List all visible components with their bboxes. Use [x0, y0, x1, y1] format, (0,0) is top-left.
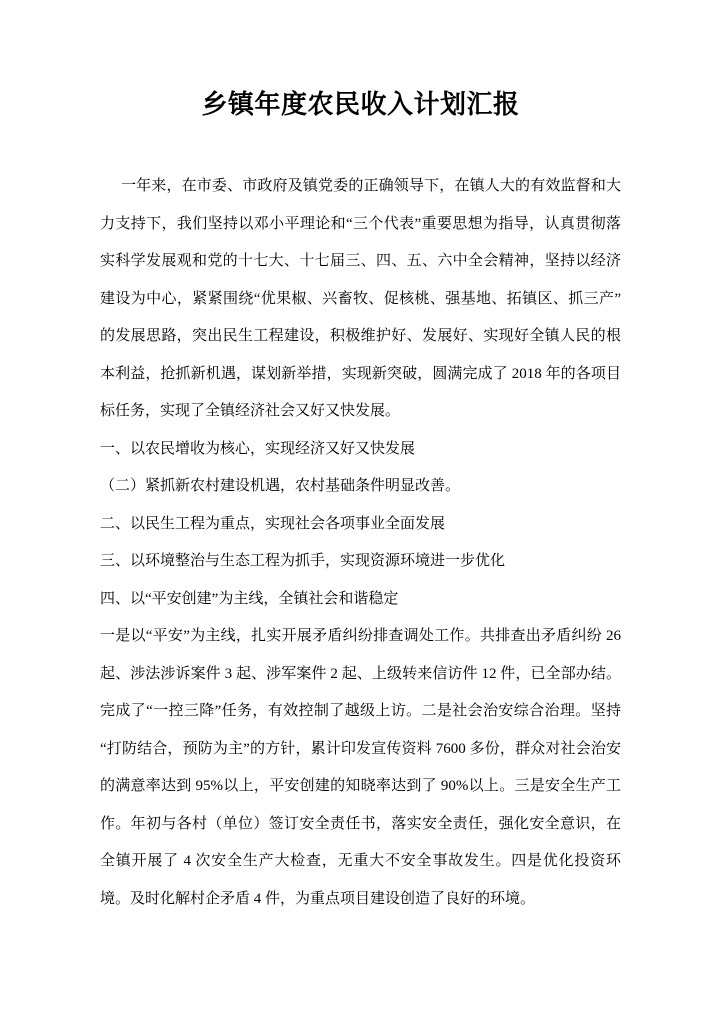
paragraph-heading-3: 三、以环境整治与生态工程为抓手，实现资源环境进一步优化: [100, 553, 506, 569]
document-title: 乡镇年度农民收入计划汇报: [201, 90, 520, 119]
paragraph-heading-1: 一、以农民增收为核心，实现经济又好又快发展: [100, 440, 416, 457]
paragraph-intro: 一年来，在市委、市政府及镇党委的正确领导下，在镇人大的有效监督和大力支持下，我们坚持以邓小平理论和“三个代表”重要思想为指导，认真贯彻落实科学发展观和党的十七大、十七届三、四、五、六中全会精神，坚持以经济建设为中心，紧紧围绕“优果椒、兴畜牧、促核桃、强基地、拓镇区、抓三产”的发展思路，突出民生工程建设，积极维护好、发展好、实现好全镇人民的根本利益，抢抓新机遇，谋划新举措，实现新突破，圆满完成了 2018 年的各项目标任务，实现了全镇经济社会又好又快发展。: [100, 178, 621, 419]
paragraph-heading-1-2: （二）紧抓新农村建设机遇，农村基础条件明显改善。: [100, 478, 461, 494]
paragraph-heading-2: 二、以民生工程为重点，实现社会各项事业全面发展: [100, 515, 446, 532]
paragraph-heading-4: 四、以“平安创建”为主线，全镇社会和谐稳定: [100, 590, 399, 607]
document-body: [100, 168, 621, 918]
document-content: [0, 88, 721, 918]
paragraph-detail: 一是以“平安”为主线，扎实开展矛盾纠纷排查调处工作。共排查出矛盾纠纷 26 起、涉法涉诉案件 3 起、涉军案件 2 起、上级转来信访件 12 件，已全部办结。完成了“一控三降”任务，有效控制了越级上访。二是社会治安综合治理。坚持“打防结合，预防为主”的方针，累计印发宣传资料 7600 多份，群众对社会治安的满意率达到 95%以上，平安创建的知晓率达到了 90%以上。三是安全生产工作。年初与各村（单位）签订安全责任书，落实安全责任，强化安全意识，在全镇开展了 4 次安全生产大检查，无重大不安全事故发生。四是优化投资环境。及时化解村企矛盾 4 件，为重点项目建设创造了良好的环境。: [100, 628, 621, 907]
